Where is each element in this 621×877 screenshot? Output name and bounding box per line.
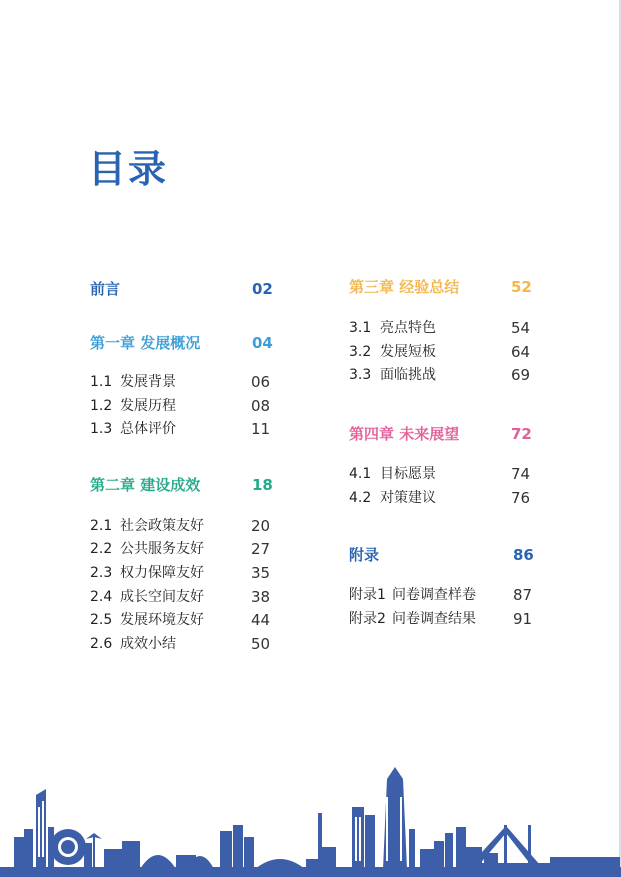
toc-item-label: 发展历程 [120,398,176,414]
toc-chapter-2[interactable] [90,476,273,494]
toc-item[interactable] [349,366,531,384]
toc-item-number: 附录2 [349,611,386,627]
toc-item[interactable] [349,610,533,628]
toc-item[interactable] [90,611,271,629]
toc-item-label: 发展背景 [120,374,176,390]
toc-item-page: 38 [251,588,271,606]
toc-item-label: 目标愿景 [380,466,436,482]
toc-item-label: 公共服务友好 [120,541,204,557]
sphere-core [61,840,75,854]
toc-item-page: 08 [251,397,271,415]
toc-item-label: 面临挑战 [380,367,436,383]
toc-appendix-label: 附录 [349,546,380,564]
toc-appendix[interactable] [349,546,534,564]
toc-item[interactable] [349,586,533,604]
toc-item-page: 20 [251,517,271,535]
toc-item-label: 成长空间友好 [120,589,204,605]
toc-item-page: 54 [511,319,531,337]
toc-item-number: 3.3 [349,367,372,383]
toc-item-page: 11 [251,420,271,438]
toc-item-number: 2.1 [90,518,113,534]
toc-item[interactable] [349,343,531,361]
toc-item[interactable] [349,489,531,507]
toc-item-label: 问卷调查样卷 [392,587,476,603]
toc-item-label: 对策建议 [380,490,436,506]
toc-chapter-2-page: 18 [252,476,273,494]
toc-item-number: 2.5 [90,612,113,628]
toc-chapter-4-page: 72 [511,425,532,443]
toc-item-page: 35 [251,564,271,582]
toc-item-page: 69 [511,366,531,384]
toc-chapter-3-label: 第三章 经验总结 [349,278,460,296]
toc-item-number: 附录1 [349,587,386,603]
toc-item-page: 50 [251,635,271,653]
toc-preface-page: 02 [252,280,273,298]
toc-item-number: 1.1 [90,374,113,390]
toc-item-label: 亮点特色 [380,320,436,336]
toc-item-page: 06 [251,373,271,391]
toc-chapter-1-page: 04 [252,334,273,352]
toc-item[interactable] [349,465,531,483]
toc-item[interactable] [90,564,271,582]
toc-chapter-4-label: 第四章 未来展望 [349,425,460,443]
toc-item-number: 4.2 [349,490,372,506]
toc-item-label: 发展环境友好 [120,612,204,628]
toc-item-number: 2.4 [90,589,113,605]
toc-preface-label: 前言 [90,280,121,298]
toc-item-label: 成效小结 [120,636,176,652]
toc-item-label: 权力保障友好 [120,565,204,581]
toc-item-page: 87 [513,586,533,604]
toc-chapter-3[interactable] [349,278,532,296]
toc-chapter-2-label: 第二章 建设成效 [90,476,201,494]
toc-item-number: 3.1 [349,320,372,336]
toc-item-page: 64 [511,343,531,361]
city-skyline-illustration [0,767,621,877]
toc-item-page: 27 [251,540,271,558]
toc-item-page: 91 [513,610,533,628]
toc-item-number: 1.3 [90,421,113,437]
toc-item-label: 总体评价 [120,421,176,437]
toc-chapter-1[interactable] [90,334,273,352]
toc-item-number: 2.6 [90,636,113,652]
toc-item[interactable] [90,588,271,606]
toc-item[interactable] [90,635,271,653]
toc-item-number: 4.1 [349,466,372,482]
toc-item[interactable] [90,540,271,558]
page-title: 目录 [88,147,169,191]
toc-item-page: 74 [511,465,531,483]
toc-item-number: 3.2 [349,344,372,360]
toc-item-page: 44 [251,611,271,629]
toc-preface[interactable] [90,280,273,298]
toc-item-number: 2.3 [90,565,113,581]
toc-item-label: 问卷调查结果 [392,611,476,627]
toc-chapter-4[interactable] [349,425,532,443]
skyline-buildings [0,767,621,877]
toc-item-label: 发展短板 [380,344,436,360]
toc-item-label: 社会政策友好 [120,518,204,534]
toc-item-number: 2.2 [90,541,113,557]
toc-chapter-1-label: 第一章 发展概况 [90,334,201,352]
toc-item[interactable] [90,517,271,535]
toc-appendix-page: 86 [513,546,534,564]
toc-item[interactable] [90,397,271,415]
toc-item-number: 1.2 [90,398,113,414]
toc-item[interactable] [90,373,271,391]
toc-item-page: 76 [511,489,531,507]
toc-chapter-3-page: 52 [511,278,532,296]
toc-item[interactable] [90,420,271,438]
toc-item[interactable] [349,319,531,337]
